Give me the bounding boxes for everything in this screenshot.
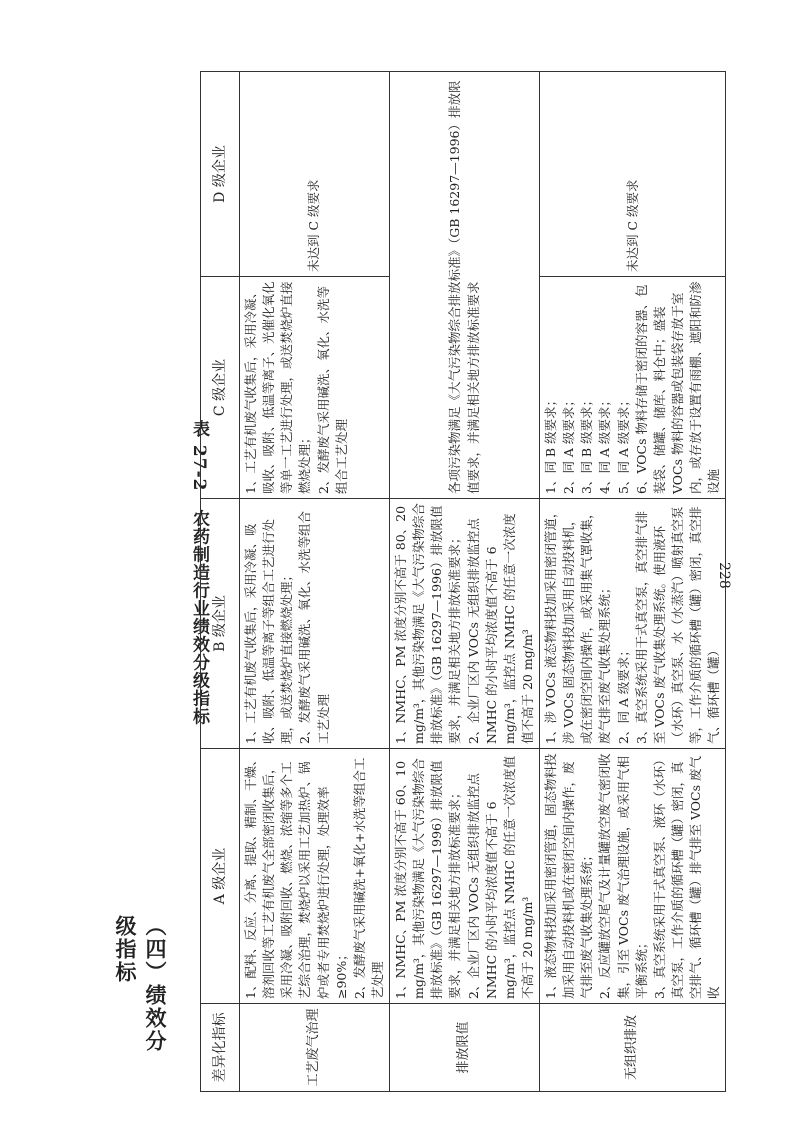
table-header-row: [201, 72, 240, 1092]
header-grade-b: B 级企业: [201, 499, 240, 749]
cell-b: [540, 499, 726, 749]
cell-d: 未达到 C 级要求: [540, 72, 726, 277]
cell-a: [540, 749, 726, 1004]
cell-c: [540, 277, 726, 499]
cell-line: 2、发酵废气采用碱洗、氧化、水洗等组合工艺处理: [297, 511, 331, 744]
cell-line: 3、同 B 级要求；: [579, 393, 595, 494]
header-indicator: 差异化指标: [201, 1004, 240, 1092]
cell-line: 1、涉 VOCs 液态物料投加采用密闭管道，涉 VOCs 固态物料投加采用自动投料机，或在密闭空间内操作，或采用集气罩收集，废气排至废气收集处理系统；: [543, 505, 613, 744]
cell-line: 6、VOCs 物料存储于密闭的容器、包装袋、储罐、储库、料仓中；盛装 VOCs 物料的容器或包装袋存放于室内，或存放于设置有雨棚、遮阳和防渗设施: [633, 281, 722, 494]
cell-line: 2、同 A 级要求；: [561, 394, 577, 494]
cell-line: 2、发酵废气采用碱洗、氧化、水洗等组合工艺处理: [315, 286, 349, 494]
cell-line: 2、企业厂区内 VOCs 无组织排放监控点 NMHC 的小时平均浓度值不高于 6 mg/m³，监控点 NMHC 的任意一次浓度值不高于 20 mg/m³: [465, 513, 535, 744]
cell-line: 1、配料、反应、分离、提取、精制、干燥、溶剂回收等工艺有机废气全部密闭收集后，采用冷凝、吸附回收、燃烧、浓缩等多个工艺综合治理，焚烧炉以采用工艺加热炉、锅炉或者专用焚烧炉进行处理，处理效率≥90%；: [243, 753, 349, 999]
performance-grading-table: [200, 71, 726, 1092]
cell-line: 1、工艺有机废气收集后，采用冷凝、吸收、吸附、低温等离子等组合工艺进行处理，或送焚烧炉直接燃烧处理；: [243, 518, 295, 744]
cell-line: 5、同 A 级要求；: [615, 394, 631, 494]
cell-line: 1、同 B 级要求；: [543, 393, 558, 494]
table-row: [240, 72, 390, 1092]
table-title: 表 27-2 农药制造行业绩效分级指标: [189, 420, 209, 726]
cell-line: 1、液态物料投加采用密闭管道，固态物料投加采用自动投料机或在密闭空间内操作，废气排至废气收集处理系统；: [543, 753, 595, 999]
cell-line: 3、真空系统采用干式真空泵，真空排气排至 VOCs 废气收集处理系统。使用液环（水环）真空泵、水（水蒸汽）喷射真空泵等，工作介质的循环槽（罐）密闭，真空排气、循环槽（罐）: [633, 506, 722, 744]
cell-a: [390, 749, 540, 1004]
cell-line: 2、企业厂区内 VOCs 无组织排放监控点 NMHC 的小时平均浓度值不高于 6 mg/m³，监控点 NMHC 的任意一次浓度值不高于 20 mg/m³: [465, 755, 535, 999]
header-grade-c: C 级企业: [201, 277, 240, 499]
cell-line: 2、发酵废气采用碱洗+氧化+水洗等组合工艺处理: [351, 757, 385, 999]
row-label-process-gas: 工艺废气治理: [240, 1004, 390, 1092]
cell-line: 1、工艺有机废气收集后，采用冷凝、吸收、吸附、低温等离子、光催化氧化等单一工艺进行处理，或送焚烧炉直接燃烧处理；: [243, 281, 313, 494]
cell-line: 2、同 A 级要求；: [615, 644, 631, 744]
cell-b: [240, 499, 390, 749]
cell-b: [390, 499, 540, 749]
table-row: [540, 72, 726, 1092]
cell-cd-merged: 各项污染物满足《大气污染物综合排放标准》（GB 16297—1996）排放限值要求，并满足相关地方排放标准要求: [390, 72, 540, 499]
table-row: [390, 72, 540, 1092]
cell-c: [240, 277, 390, 499]
cell-line: 3、真空系统采用干式真空泵、液环（水环）真空泵，工作介质的循环槽（罐）密闭，真空排气、循环槽（罐）排气排至 VOCs 废气收: [651, 753, 722, 999]
cell-line: 1、NMHC、PM 浓度分别不高于 60、10 mg/m³，其他污染物满足《大气污染物综合排放标准》（GB 16297—1996）排放限值要求，并满足相关地方排放标准要求；: [393, 758, 463, 999]
cell-line: 4、同 A 级要求；: [597, 394, 613, 494]
row-label-fugitive-emission: 无组织排放: [540, 1004, 726, 1092]
cell-a: [240, 749, 390, 1004]
header-grade-d: D 级企业: [201, 72, 240, 277]
cell-d: 未达到 C 级要求: [240, 72, 390, 277]
header-grade-a: A 级企业: [201, 749, 240, 1004]
section-heading: （四）绩效分级指标: [113, 915, 168, 1053]
row-label-emission-limit: 排放限值: [390, 1004, 540, 1092]
page-number: 228: [716, 562, 732, 589]
cell-line: 2、反应罐放空尾气及计量罐放空废气密闭收集，引至 VOCs 废气治理设施，或采用气相平衡系统；: [597, 753, 649, 999]
rotated-table-container: [200, 72, 722, 1092]
cell-line: 1、NMHC、PM 浓度分别不高于 80、20 mg/m³，其他污染物满足《大气污染物综合排放标准》（GB 16297—1996）排放限值要求，并满足相关地方排放标准要求；: [393, 503, 463, 744]
